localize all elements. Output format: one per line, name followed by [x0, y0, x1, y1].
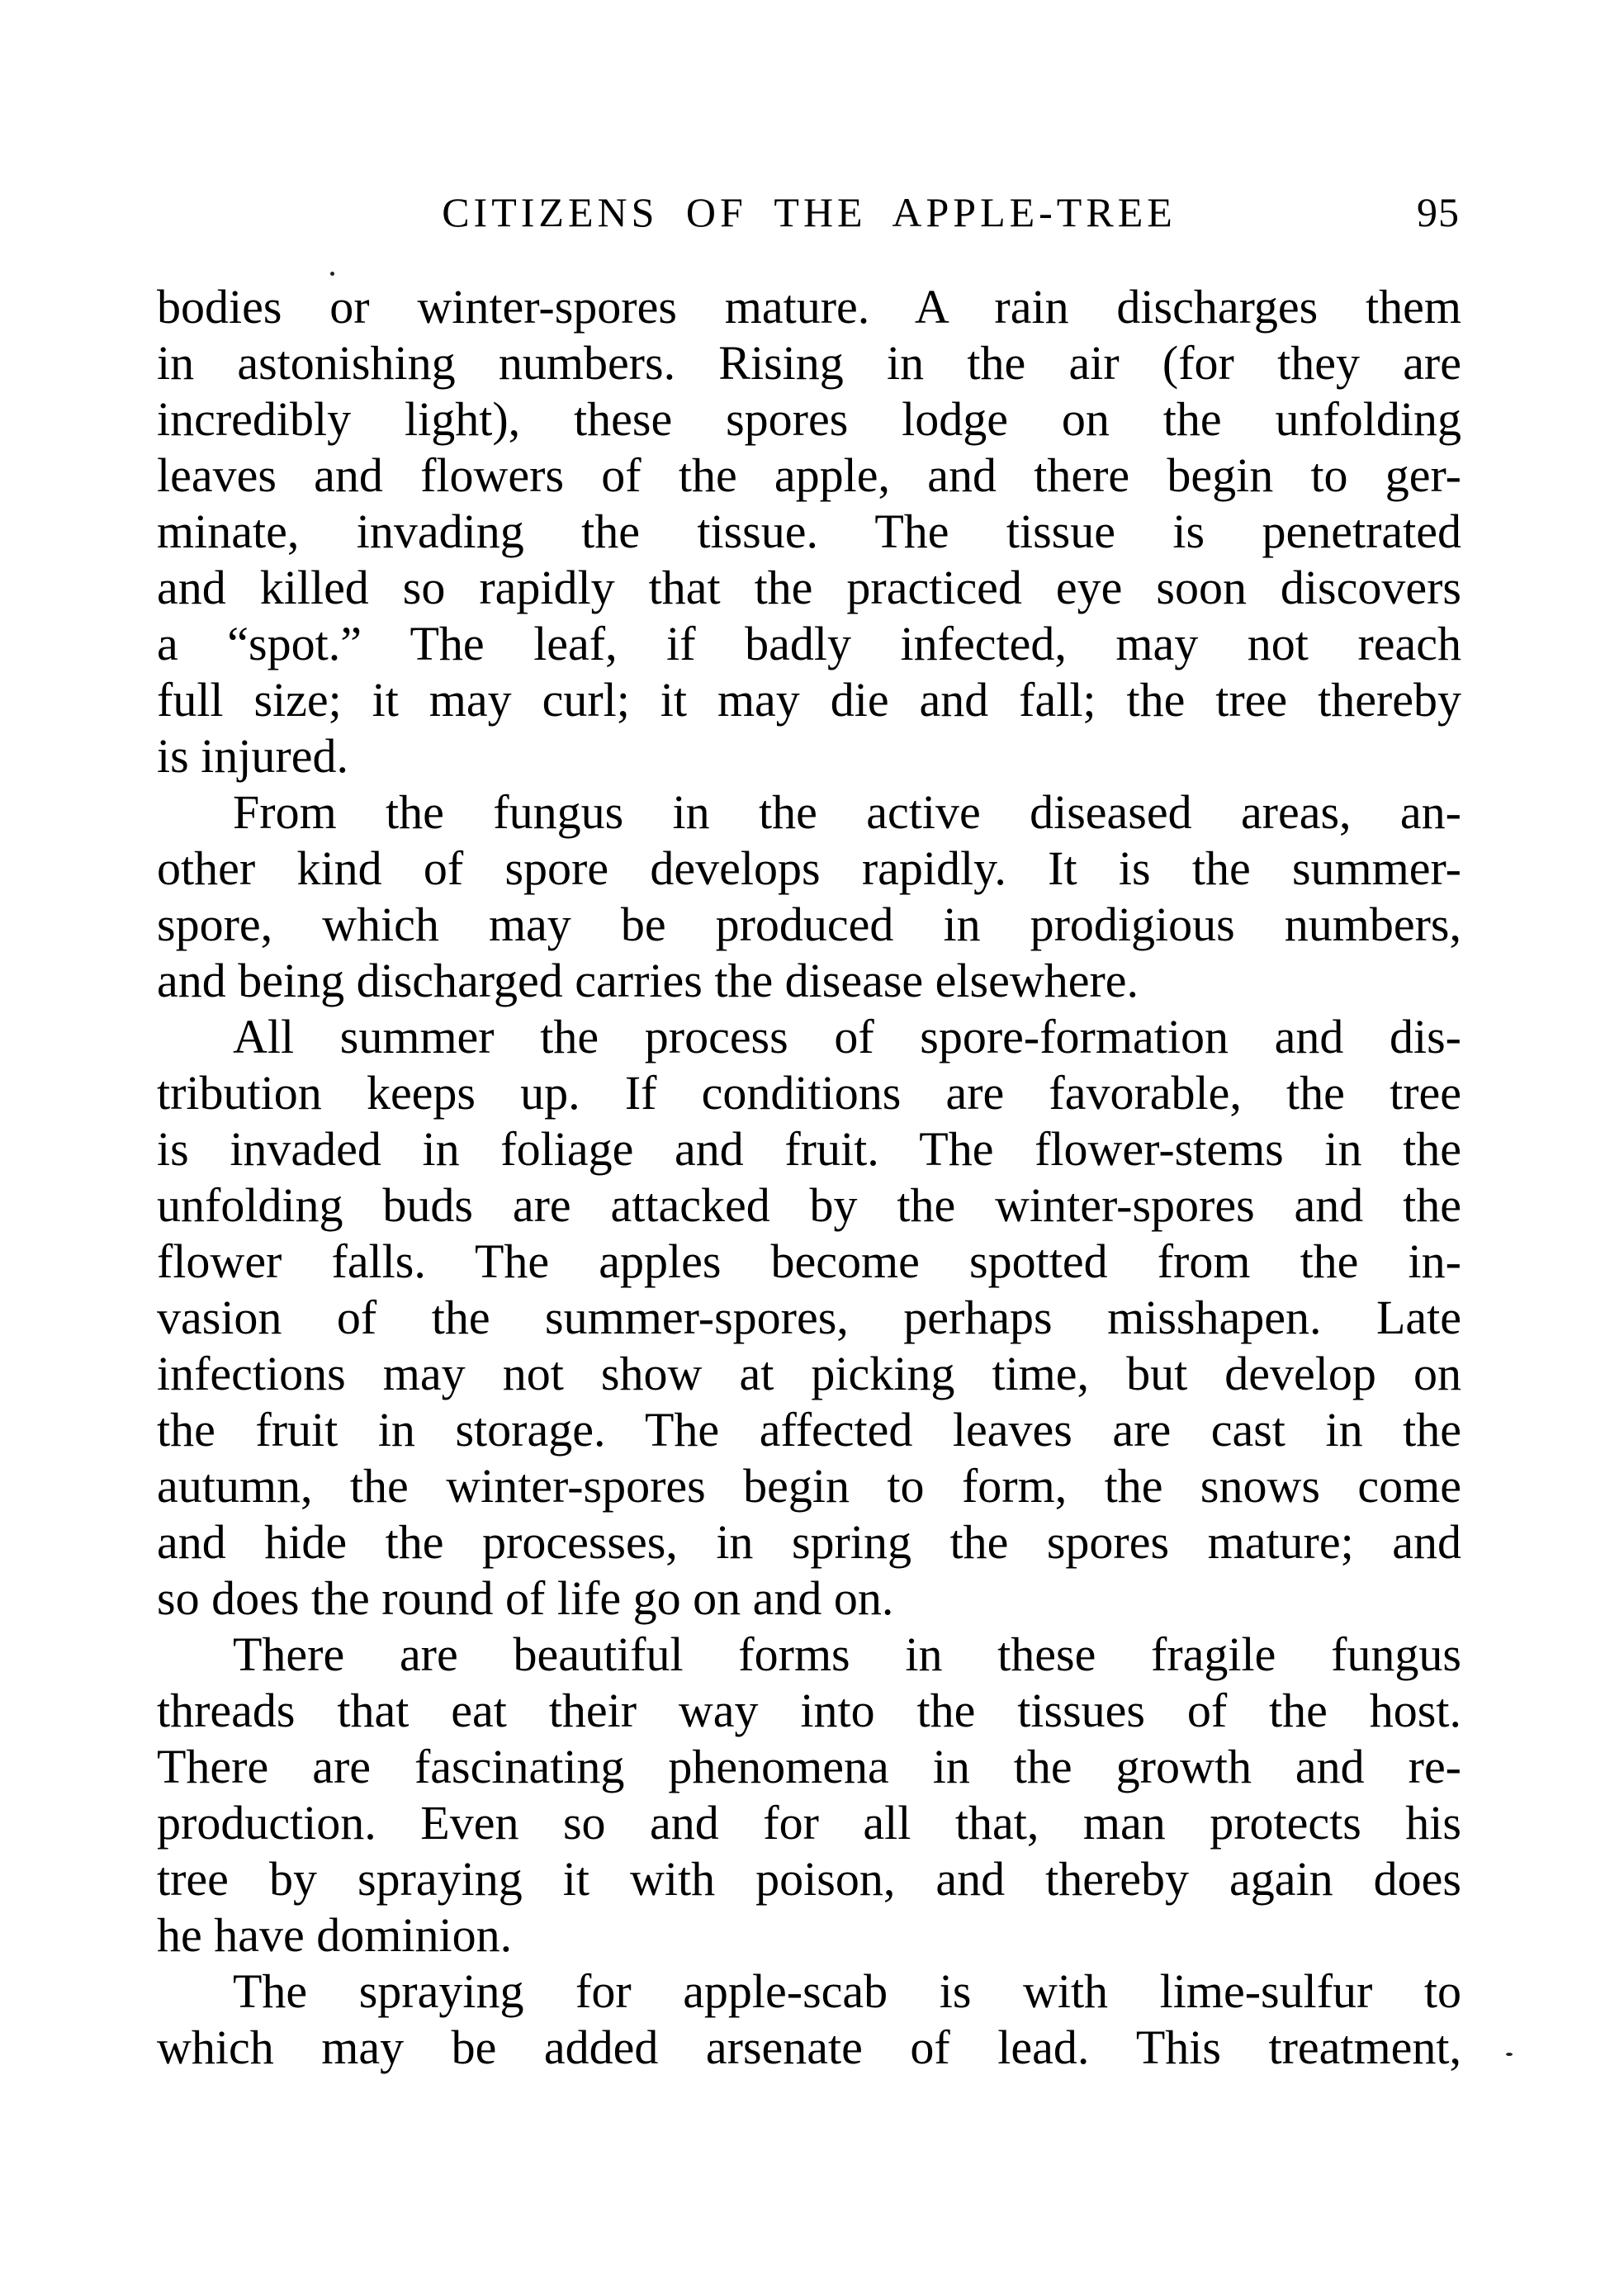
text-line: and hide the processes, in spring the spores mature; and — [157, 1515, 1461, 1569]
text-line: full size; it may curl; it may die and fall; the tree thereby — [157, 673, 1461, 727]
text-line: The spraying for apple-scab is with lime-sulfur to — [233, 1964, 1461, 2018]
text-line: which may be added arsenate of lead. This treatment, — [157, 2020, 1461, 2074]
text-line: All summer the process of spore-formation and dis- — [233, 1010, 1461, 1063]
body-text — [157, 279, 1461, 2076]
text-line: incredibly light), these spores lodge on the unfolding — [157, 392, 1461, 446]
text-line: in astonishing numbers. Rising in the air (for they are — [157, 336, 1461, 390]
text-line: production. Even so and for all that, man protects his — [157, 1796, 1461, 1850]
text-line: spore, which may be produced in prodigious numbers, — [157, 898, 1461, 951]
text-line: bodies or winter-spores mature. A rain discharges them — [157, 280, 1461, 334]
text-line: tribution keeps up. If conditions are favorable, the tree — [157, 1066, 1461, 1120]
text-line: flower falls. The apples become spotted from the in- — [157, 1234, 1461, 1288]
text-line: other kind of spore develops rapidly. It is the summer- — [157, 841, 1461, 895]
text-line: From the fungus in the active diseased areas, an- — [233, 785, 1461, 839]
text-line: vasion of the summer-spores, perhaps misshapen. Late — [157, 1291, 1461, 1344]
text-line: a “spot.” The leaf, if badly infected, may not reach — [157, 617, 1461, 670]
text-line: threads that eat their way into the tissues of the host. — [157, 1684, 1461, 1737]
scan-speck — [1506, 2053, 1513, 2056]
text-line: and being discharged carries the disease elsewhere. — [157, 954, 1139, 1007]
text-line: tree by spraying it with poison, and thereby again does — [157, 1852, 1461, 1906]
text-line: and killed so rapidly that the practiced eye soon discovers — [157, 561, 1461, 614]
text-line: autumn, the winter-spores begin to form, the snows come — [157, 1459, 1461, 1513]
page-number: 95 — [1417, 189, 1460, 235]
text-line: There are fascinating phenomena in the growth and re- — [157, 1740, 1461, 1793]
scan-speck — [330, 272, 334, 276]
text-line: There are beautiful forms in these fragile fungus — [233, 1627, 1461, 1681]
text-line: the fruit in storage. The affected leaves are cast in the — [157, 1403, 1461, 1457]
text-line: leaves and flowers of the apple, and there begin to ger- — [157, 448, 1461, 502]
text-line: minate, invading the tissue. The tissue is penetrated — [157, 504, 1461, 558]
text-line: infections may not show at picking time, but develop on — [157, 1347, 1461, 1400]
text-line: so does the round of life go on and on. — [157, 1571, 894, 1625]
chapter-title: CITIZENS OF THE APPLE-TREE — [442, 189, 1177, 235]
text-line: unfolding buds are attacked by the winter-spores and the — [157, 1178, 1461, 1232]
text-line: he have dominion. — [157, 1908, 513, 1962]
text-line: is injured. — [157, 729, 348, 783]
text-line: is invaded in foliage and fruit. The flower-stems in the — [157, 1122, 1461, 1176]
running-head — [157, 187, 1461, 238]
